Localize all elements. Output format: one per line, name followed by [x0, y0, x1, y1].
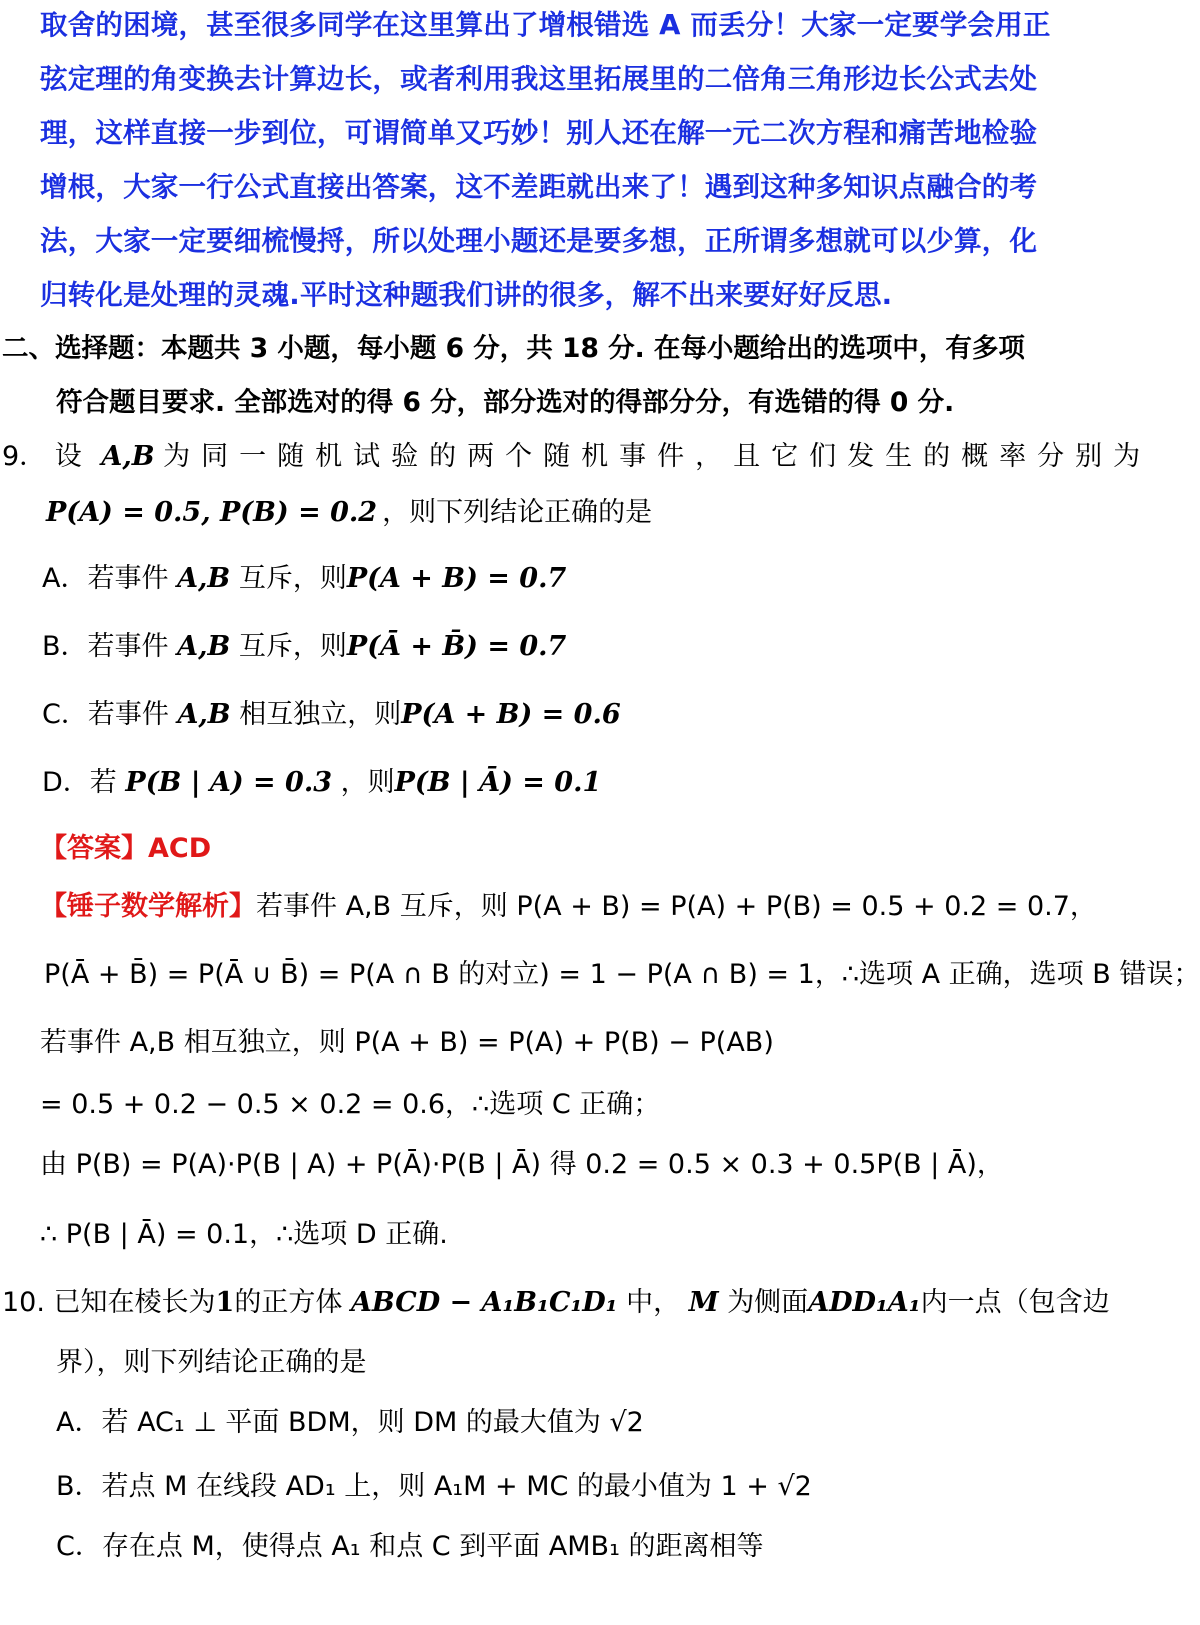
section-heading-continued: 符合题目要求. 全部选对的得 6 分，部分选对的得部分分，有选错的得 0 分. [56, 387, 955, 418]
section-heading: 二、选择题：本题共 3 小题，每小题 6 分，共 18 分. 在每小题给出的选项中，有多项 [2, 333, 1025, 364]
question-10-stem: 10. 已知在棱长为1的正方体 ABCD − A₁B₁C₁D₁ 中， M 为侧面ADD₁A₁内一点（包含边 [2, 1287, 1110, 1318]
answer-line [40, 826, 211, 865]
analysis-line: 若事件 A,B 相互独立，则 P(A + B) = P(A) + P(B) − P(AB) [40, 1027, 774, 1058]
analysis-line: 【锤子数学解析】若事件 A,B 互斥，则 P(A + B) = P(A) + P(B) = 0.5 + 0.2 = 0.7， [40, 891, 1097, 922]
answer-value: ACD [148, 833, 212, 864]
option-c: C．存在点 M，使得点 A₁ 和点 C 到平面 AMB₁ 的距离相等 [56, 1531, 764, 1562]
commentary-line: 弦定理的角变换去计算边长，或者利用我这里拓展里的二倍角三角形边长公式去处 [40, 63, 1038, 95]
analysis-line: 由 P(B) = P(A)·P(B | A) + P(Ā)·P(B | Ā) 得 0.2 = 0.5 × 0.3 + 0.5P(B | Ā)， [40, 1149, 1004, 1180]
option-d: D．若 P(B | A) = 0.3 ，则P(B | Ā) = 0.1 [42, 767, 602, 798]
question-number: 9． [2, 441, 47, 472]
commentary-line: 取舍的困境，甚至很多同学在这里算出了增根错选 A 而丢分！大家一定要学会用正 [40, 9, 1051, 41]
option-a: A．若 AC₁ ⊥ 平面 BDM，则 DM 的最大值为 √2 [56, 1407, 644, 1438]
analysis-tag: 【锤子数学解析】 [40, 891, 256, 922]
analysis-line: = 0.5 + 0.2 − 0.5 × 0.2 = 0.6，∴选项 C 正确； [40, 1089, 661, 1120]
analysis-line: P(Ā + B̄) = P(Ā ∪ B̄) = P(A ∩ B 的对立) = 1 − P(A ∩ B) = 1，∴选项 A 正确，选项 B 错误； [44, 959, 1200, 990]
option-a: A．若事件 A,B 互斥，则P(A + B) = 0.7 [42, 563, 567, 594]
question-9-given: P(A) = 0.5, P(B) = 0.2 ，则下列结论正确的是 [46, 497, 653, 528]
option-b: B．若点 M 在线段 AD₁ 上，则 A₁M + MC 的最小值为 1 + √2 [56, 1471, 812, 1502]
commentary-line: 归转化是处理的灵魂.平时这种题我们讲的很多，解不出来要好好反思. [40, 279, 893, 311]
commentary-line: 增根，大家一行公式直接出答案，这不差距就出来了！遇到这种多知识点融合的考 [40, 171, 1038, 203]
commentary-line: 理，这样直接一步到位，可谓简单又巧妙！别人还在解一元二次方程和痛苦地检验 [40, 117, 1038, 149]
question-10-stem-continued: 界），则下列结论正确的是 [56, 1347, 367, 1378]
question-number: 10. [2, 1287, 45, 1318]
option-c: C．若事件 A,B 相互独立，则P(A + B) = 0.6 [42, 699, 621, 730]
analysis-line: ∴ P(B | Ā) = 0.1，∴选项 D 正确. [40, 1219, 448, 1250]
commentary-line: 法，大家一定要细梳慢捋，所以处理小题还是要多想，正所谓多想就可以少算，化 [40, 225, 1038, 257]
option-b: B．若事件 A,B 互斥，则P(Ā + B̄) = 0.7 [42, 631, 567, 662]
question-9-stem: 9． 设 A,B 为同一随机试验的两个随机事件，且它们发生的概率分别为 [2, 441, 1152, 472]
answer-tag: 【答案】 [40, 833, 148, 864]
